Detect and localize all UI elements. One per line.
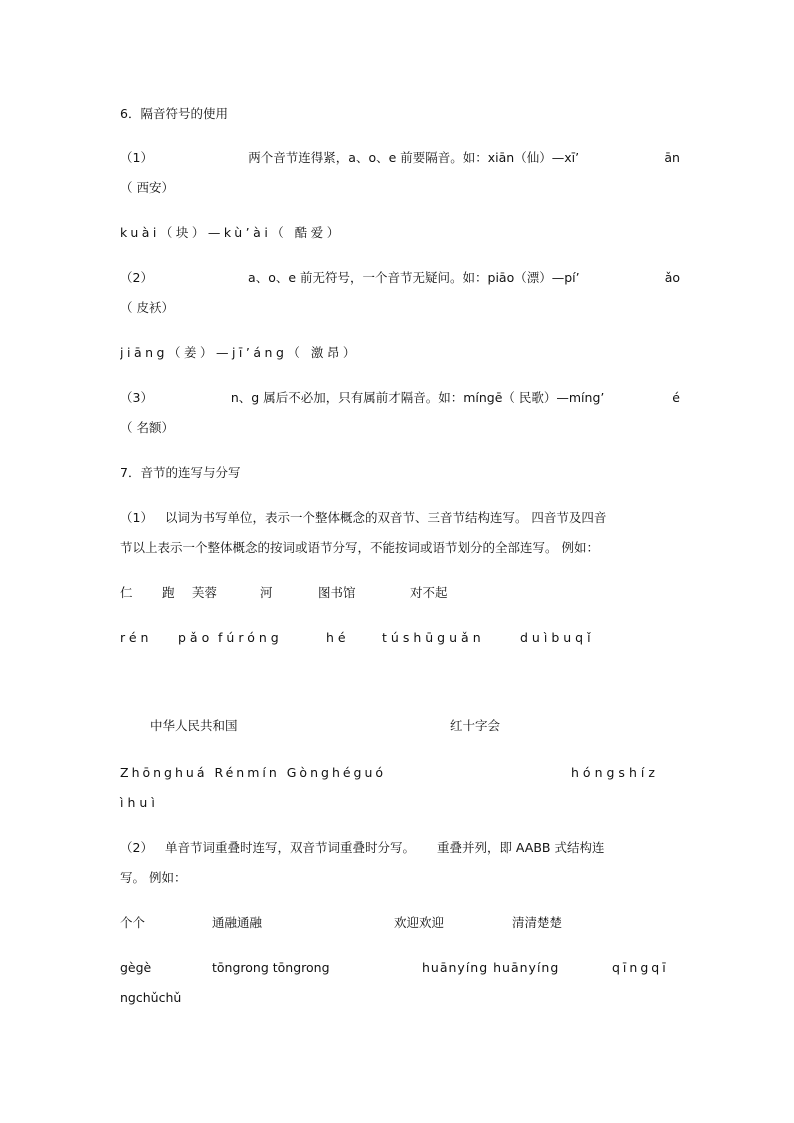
section-6-item-1-cont: （ 西安）: [120, 180, 174, 195]
example-word: 通融通融: [212, 915, 263, 930]
example-pinyin: qīngqī: [612, 960, 669, 975]
section-7-item-2-line-1: [120, 840, 680, 856]
section-6-item-2: [120, 270, 680, 286]
example-pinyin: hóngshíz: [571, 765, 659, 780]
item-text: 以词为书写单位，表示一个整体概念的双音节、三音节结构连写。 四音节及四音: [164, 510, 607, 525]
example-pinyin: hé: [326, 630, 350, 645]
example-pinyin: huānyíng huānyíng: [422, 960, 560, 975]
example-word: 个个: [120, 915, 146, 930]
item-label: （2）: [120, 840, 153, 855]
example-pinyin: Zhōnghuá Rénmín Gònghéguó: [120, 765, 387, 780]
example-pinyin: tōngrong tōngrong: [212, 960, 330, 975]
item-text: 两个音节连得紧，a、o、e 前要隔音。如：xiān（仙）—xī’: [248, 150, 580, 165]
example-pinyin: rén: [120, 630, 153, 645]
example-pinyin-cont: ngchǔchǔ: [120, 990, 182, 1005]
section-7-item-1-line-1: [120, 510, 680, 526]
section-6-heading: 6．隔音符号的使用: [120, 106, 228, 121]
section-6-item-2-cont: （ 皮袄）: [120, 300, 174, 315]
example-pinyin: fúróng: [218, 630, 283, 645]
example-word: 河: [260, 585, 273, 600]
item-text-end: é: [672, 390, 680, 405]
item-label: （3）: [120, 390, 153, 405]
example-word: 中华人民共和国: [150, 718, 238, 733]
item-label: （2）: [120, 270, 153, 285]
section-7-item-2-line-2: 写。 例如：: [120, 870, 187, 885]
item-label: （1）: [120, 510, 153, 525]
example-jiang: jiāng（姜）—jī’áng（ 激昂）: [120, 345, 359, 360]
section-6-item-3: [120, 390, 680, 406]
section-7-heading: 7．音节的连写与分写: [120, 465, 241, 480]
example-word: 清清楚楚: [512, 915, 563, 930]
example-pinyin-cont: ìhuì: [120, 795, 159, 810]
section-6-item-1: [120, 150, 680, 166]
example-pinyin: gègè: [120, 960, 152, 975]
item-text-end: ǎo: [664, 270, 680, 285]
example-word: 芙蓉: [192, 585, 218, 600]
item-label: （1）: [120, 150, 153, 165]
item-text: n、g 属后不必加，只有属前才隔音。如：míngē（ 民歌）—míng’: [230, 390, 605, 405]
section-7-item-1-line-2: 节以上表示一个整体概念的按词或语节分写，不能按词或语节划分的全部连写。 例如：: [120, 540, 599, 555]
example-pinyin: pǎo: [178, 630, 214, 645]
item-text: 单音节词重叠时连写，双音节词重叠时分写。: [164, 840, 415, 855]
item-text: a、o、e 前无符号，一个音节无疑问。如：piāo（漂）—pí’: [248, 270, 580, 285]
example-word: 欢迎欢迎: [394, 915, 445, 930]
section-6-item-3-cont: （ 名额）: [120, 420, 174, 435]
example-pinyin: túshūguǎn: [382, 630, 485, 645]
example-word: 跑: [162, 585, 175, 600]
example-word: 图书馆: [318, 585, 356, 600]
example-word: 仁: [120, 585, 133, 600]
example-kuai: kuài（块）—kù’ài（ 酷爱）: [120, 225, 343, 240]
item-text-end: ān: [664, 150, 680, 165]
item-text: 重叠并列，即 AABB 式结构连: [436, 840, 605, 855]
example-pinyin: duìbuqǐ: [520, 630, 595, 645]
example-word: 红十字会: [450, 718, 501, 733]
example-word: 对不起: [410, 585, 448, 600]
